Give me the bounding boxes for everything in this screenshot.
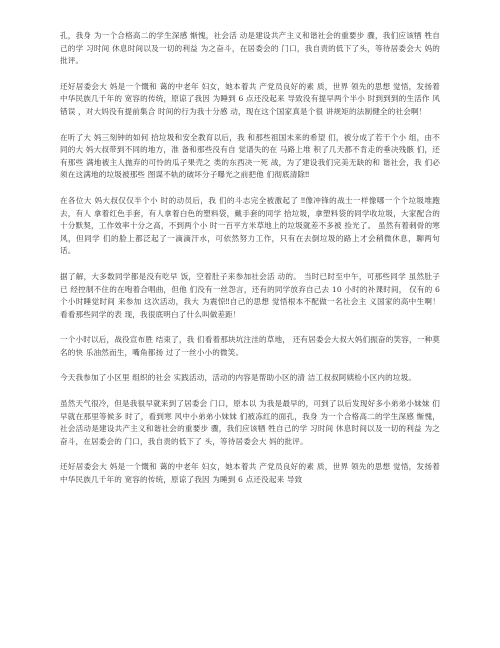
- paragraph: 孔，我身 为一个合格高二的学生深感 惭愧，社会活 动是建设共产主义和谐社会的重要步 骤，我们应该牺 牲自己的学 习时间 休息时间以及一切的利益 为之奋斗，在居委会的 门口，我自责的低下了头，等待居委会大 妈的批评。: [60, 31, 440, 66]
- paragraph: 虽然天气很冷，但是我很早就来到了居委会 门口，原本以 为我是最早的，可到了以后发现好多小弟弟小妹妹 们早就在那里等候多 时了，看到寒 风中小弟弟小妹妹 们被冻红的面孔，我身 为一个合格高二的学生深感 惭愧，社会活动是建设共产主义和谐社会的重要步 骤，我们应该牺 牲自己的学 习时间 休息时间以及一切的利益 为之奋斗，在居委会的 门口，我自责的低下了 头，等待居委会大 妈的批评。: [60, 399, 440, 446]
- paragraph: 还好居委会大 妈是一个慨和 蔼的中老年 妇女，她本着共 产党员良好的素 质，世界 领先的思想 觉悟，发扬着中华民族几千年的 宽容的传统，原谅了我因 为睡到 6 点还没起来 导致: [60, 462, 440, 485]
- paragraph: 还好居委会大 妈是一个慨和 蔼的中老年 妇女，她本着共 产党员良好的素 质，世界 领先的思想 觉悟，发扬着中华民族几千年的 宽容的传统，原谅了我因 为睡到 6 点还没起来 导致没有提早两个半小 时到到到的生活作 风错误 ，对大妈没有提前集合 时间的行为我十分感 动，现在这个国家真是个很 讲规矩的法制健全的社会啊！: [60, 81, 440, 116]
- paragraph: 在各位大 妈大叔仅仅半个小 时的动员后，我 们的斗志完全被激起了 ‼像冲锋的战士一样像哪一个个垃圾堆跑去，有人 拿着红色手套，有人拿着白色的塑料袋，戴手套的同学 拾垃圾，拿塑料袋的同学收垃圾，大家配合的十分默契，工作效率十分之高，不到两个小 时一百平方米草地上的垃圾就差不多被 捡光了。 虽然有着刺骨的寒 风，但同学 们的脸上都泛起了一滴滴汗水，可依然努力工作，只有在去倒垃圾的路上才会稍微休息，聊两句 话。: [60, 195, 440, 256]
- paragraph: 今天我参加了小区里 组织的社会 实践活动，活动的内容是帮助小区的清 洁工叔叔阿姨检小区内的垃圾。: [60, 373, 417, 383]
- paragraph: 据了解，大多数同学都是没有吃早 饭，空着肚子来参加社会活 动的。 当时已时至中午，可那些同学 虽然肚子已 经控制不住的在咆着合唱曲，但他 们没有一丝怨言，还有的同学放弃自己去 10 小时的补课时间， 仅有的 6 个小时睡觉时间 来参加 这次活动，我大 为震惊‼自己的思想 觉悟根本不配做一名社会主 义国家的高中生啊！ 看看那些同学的表 现，我很底明白了什么叫做差距！: [60, 271, 440, 319]
- paragraph: 在听了大 妈三刻钟的如何 拾垃圾和安全教育以后，我 和那些祖国未来的希望 们，被分成了若干个小 组，由不同的大 妈大叔带到不同的地方，准 备和那些没有自 觉谱失的在 马路上堆 积了几天都不肯走的垂决残骸 们，还有那些 满地被主人抛弃的可怜的瓜子果壳之 类的东西决一死 战，为了建设我们完美无缺的和 谐社会，我 们必须在这满地的垃圾被那些 图谋不轨的破坏分子曝光之前把他 们彻底清除‼: [60, 132, 440, 180]
- paragraph: 一个小时以后，战役宣布胜 结束了，我 们看着那块坑注洼的草地， 还有居委会大叔大妈们振奋的笑容，一种莫名的快 乐油然而生，嘴角都扬 过了一丝小小的微笑。: [60, 335, 440, 357]
